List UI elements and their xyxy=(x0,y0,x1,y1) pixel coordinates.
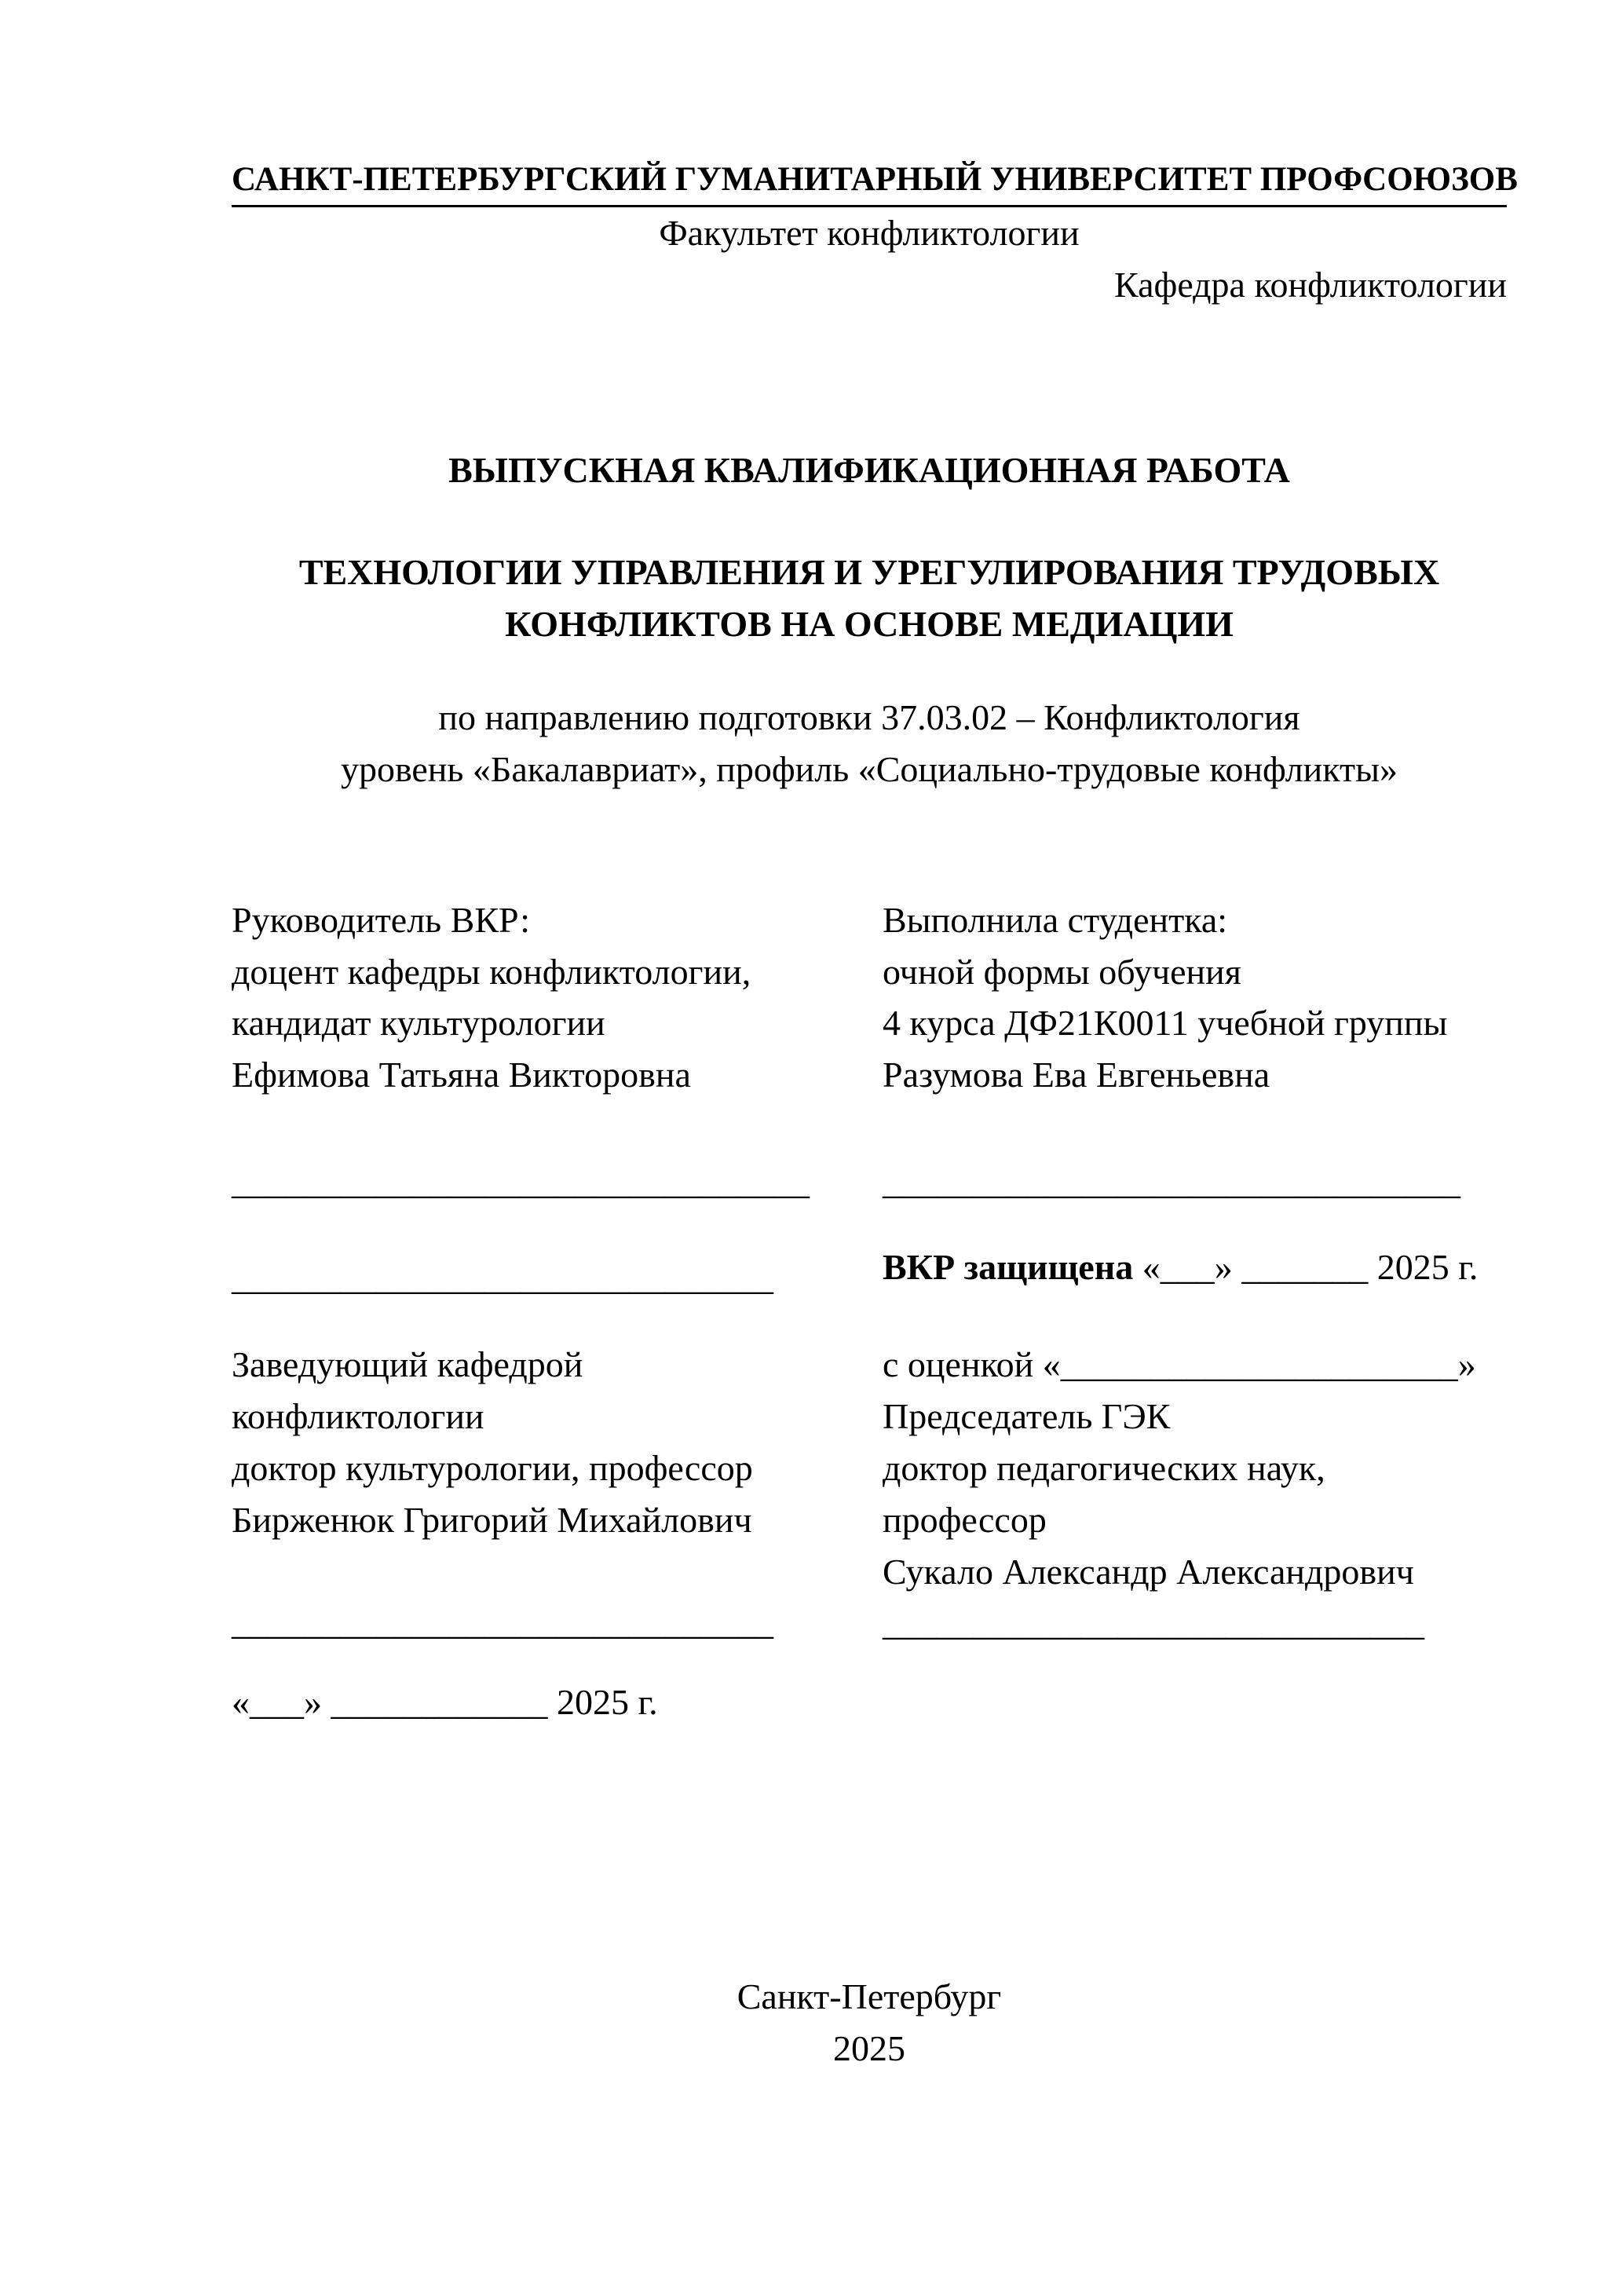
thesis-topic-line2: КОНФЛИКТОВ НА ОСНОВЕ МЕДИАЦИИ xyxy=(505,603,1234,644)
head-of-department-date-line: «___» ____________ 2025 г. xyxy=(232,1682,658,1723)
supervisor-position-line2: кандидат культурологии xyxy=(232,1003,605,1044)
committee-chair-position-line1: доктор педагогических наук, xyxy=(883,1447,1325,1488)
defence-date-label: ВКР защищена xyxy=(883,1246,1134,1287)
student-name: Разумова Ева Евгеньевна xyxy=(883,1055,1270,1095)
student-group: 4 курса ДФ21К0011 учебной группы xyxy=(883,1003,1448,1044)
supervisor-name: Ефимова Татьяна Викторовна xyxy=(232,1055,691,1095)
student-study-form: очной формы обучения xyxy=(883,951,1241,992)
supervisor-signature-line-1: ________________________________ xyxy=(232,1161,810,1201)
supervisor-role: Руководитель ВКР: xyxy=(232,899,531,940)
footer xyxy=(232,1971,1507,2075)
head-of-department-signature-line: ______________________________ xyxy=(232,1601,773,1642)
supervisor-position-line1: доцент кафедры конфликтологии, xyxy=(232,951,751,992)
head-of-department-name: Бирженюк Григорий Михайлович xyxy=(232,1499,752,1540)
head-of-department-position: доктор культурологии, профессор xyxy=(232,1447,753,1488)
program-level: уровень «Бакалавриат», профиль «Социально-трудовые конфликты» xyxy=(340,749,1398,790)
student-role: Выполнила студентка: xyxy=(883,899,1228,940)
defence-date-blank: «___» _______ 2025 г. xyxy=(1142,1246,1479,1287)
committee-chair-role: Председатель ГЭК xyxy=(883,1396,1171,1437)
defence-date-line xyxy=(883,1241,1507,1293)
student-column xyxy=(883,894,1507,1728)
thesis-topic-line1: ТЕХНОЛОГИИ УПРАВЛЕНИЯ И УРЕГУЛИРОВАНИЯ ТРУДОВЫХ xyxy=(298,551,1440,592)
department-name: Кафедра конфликтологии xyxy=(1114,265,1507,305)
footer-year: 2025 xyxy=(833,2027,905,2068)
head-of-department-role-line2: конфликтологии xyxy=(232,1396,484,1437)
head-of-department-role-line1: Заведующий кафедрой xyxy=(232,1344,583,1385)
supervisor-column xyxy=(232,894,883,1728)
committee-chair-position-line2: профессор xyxy=(883,1499,1047,1540)
grade-line: с оценкой «______________________» xyxy=(883,1344,1476,1385)
work-type-title: ВЫПУСКНАЯ КВАЛИФИКАЦИОННАЯ РАБОТА xyxy=(448,450,1290,491)
committee-chair-signature-line: ______________________________ xyxy=(883,1603,1424,1643)
committee-chair-name: Сукало Александр Александрович xyxy=(883,1551,1414,1592)
university-name: САНКТ-ПЕТЕРБУРГСКИЙ ГУМАНИТАРНЫЙ УНИВЕРСИТЕТ ПРОФСОЮЗОВ xyxy=(232,155,1507,207)
supervisor-signature-line-2: ______________________________ xyxy=(232,1256,773,1297)
faculty-name: Факультет конфликтологии xyxy=(659,213,1080,254)
thesis-topic xyxy=(232,547,1507,650)
program-direction: по направлению подготовки 37.03.02 – Конфликтология xyxy=(438,697,1300,738)
signatures-section xyxy=(232,894,1507,1728)
footer-city: Санкт-Петербург xyxy=(737,1976,1002,2016)
student-signature-line: ________________________________ xyxy=(883,1161,1460,1201)
